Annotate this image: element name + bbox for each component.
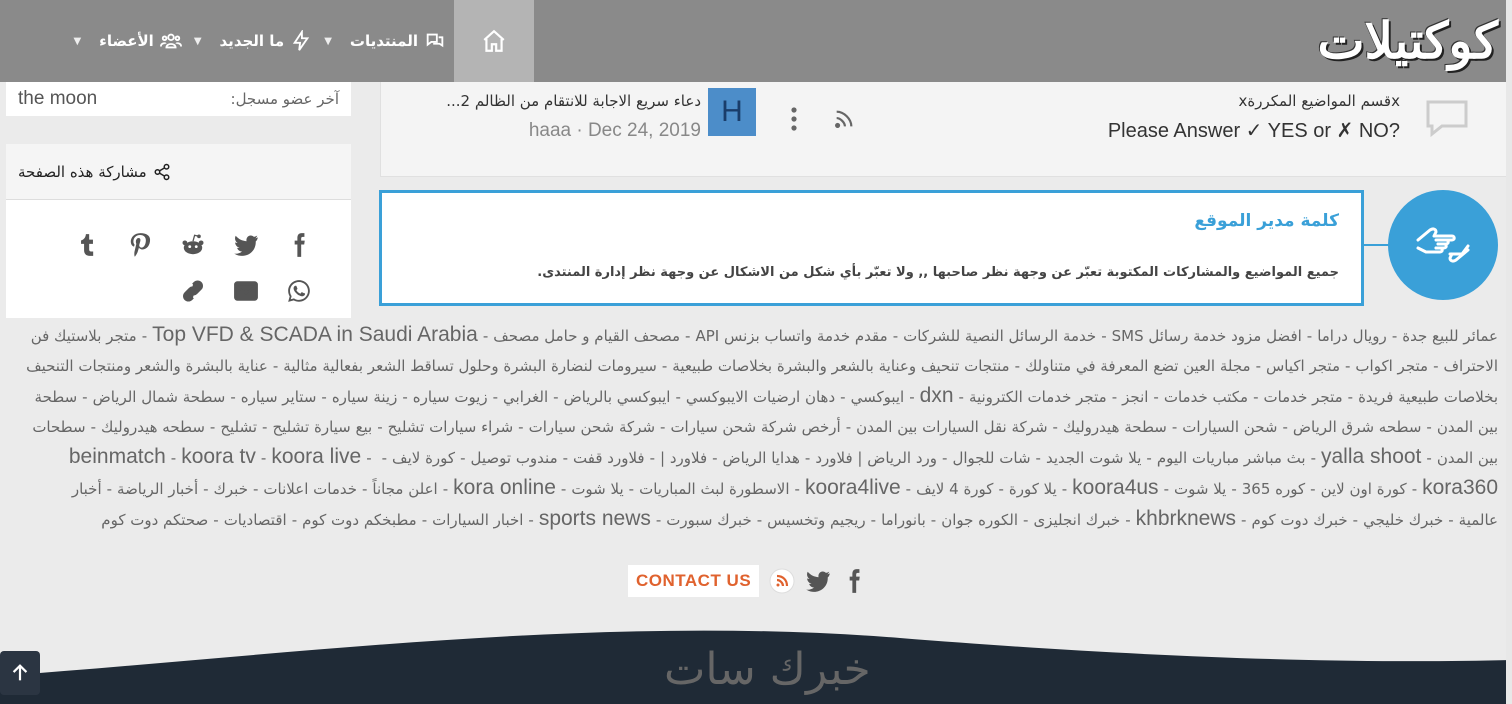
partner-links xyxy=(14,320,1498,535)
latest-member-box xyxy=(6,82,351,116)
partner-link[interactable]: فلاورد قفت xyxy=(573,449,645,467)
link-separator: - xyxy=(518,418,524,436)
speech-bubble-icon xyxy=(1424,98,1470,138)
link-separator: - xyxy=(794,480,800,498)
share-page-box xyxy=(6,144,351,318)
link-separator: - xyxy=(1253,388,1259,406)
nav-whats-new-label: ما الجديد xyxy=(219,32,285,50)
nav-members-label: الأعضاء xyxy=(99,32,154,50)
partner-link[interactable]: خبرك انجليزى xyxy=(1033,511,1121,529)
partner-link[interactable]: Top VFD & SCADA in Saudi Arabia xyxy=(152,323,478,346)
link-separator: - xyxy=(482,327,489,345)
link-separator: - xyxy=(366,449,372,467)
home-icon xyxy=(481,28,507,54)
link-separator: - xyxy=(272,357,279,375)
link-separator: - xyxy=(381,449,388,467)
partner-link[interactable]: رويال دراما xyxy=(1317,327,1387,345)
site-header xyxy=(0,0,1512,82)
link-separator: - xyxy=(528,511,534,529)
partner-link[interactable]: يلا شوت xyxy=(1173,480,1227,498)
chevron-down-icon[interactable]: ▼ xyxy=(324,35,332,47)
last-post xyxy=(411,92,701,142)
link-separator: - xyxy=(1171,418,1178,436)
partner-link[interactable]: منتجات تنحيف وعناية بالشعر والبشرة بخلاصات طبيعية xyxy=(672,357,1010,375)
partner-link[interactable]: الغرابي xyxy=(503,388,549,406)
link-separator: - xyxy=(804,449,811,467)
partner-link[interactable]: افضل مزود خدمة رسائل SMS xyxy=(1111,327,1302,345)
site-logo[interactable]: كوكتيلات xyxy=(1317,11,1498,70)
partner-link[interactable]: kora online xyxy=(453,476,556,499)
partner-link[interactable]: الكوره جوان xyxy=(941,511,1019,529)
partner-link[interactable]: خدمات اعلانات xyxy=(263,480,357,498)
partner-link[interactable]: اقتصاديات xyxy=(223,511,287,529)
partner-link[interactable]: مطبخكم دوت كوم xyxy=(302,511,417,529)
partner-link[interactable]: أخبار الرياضة xyxy=(117,480,199,498)
partner-link[interactable]: يلا شوت xyxy=(571,480,624,498)
partner-link[interactable]: كورة لايف xyxy=(392,449,456,467)
partner-link[interactable]: سطحه هيدروليك xyxy=(100,418,205,436)
partner-link[interactable]: مصحف القيام و حامل مصحف xyxy=(493,327,681,345)
tumblr-icon[interactable] xyxy=(60,222,113,268)
link-separator: - xyxy=(377,418,383,436)
link-separator: - xyxy=(291,511,298,529)
link-separator: - xyxy=(460,449,466,467)
partner-link[interactable]: ورد الرياض | فلاورد xyxy=(815,449,938,467)
admin-notice xyxy=(379,190,1364,306)
link-separator: - xyxy=(1146,449,1152,467)
link-separator: - xyxy=(649,449,656,467)
link-separator: - xyxy=(1352,511,1359,529)
partner-link[interactable]: سطحة هيدروليك xyxy=(1062,418,1167,436)
partner-link[interactable]: متجر بلاستيك فن الاحتراف xyxy=(30,327,1498,375)
link-separator: - xyxy=(712,449,718,467)
link-separator: - xyxy=(1282,418,1288,436)
link-separator: - xyxy=(1014,357,1020,375)
whatsapp-icon[interactable] xyxy=(272,268,325,314)
nav-forums[interactable] xyxy=(318,30,452,52)
partner-link[interactable]: سيرومات لنضارة البشرة وحلول تساقط الشعر بفعالية مثالية xyxy=(283,357,657,375)
link-separator: - xyxy=(213,511,219,529)
link-separator: - xyxy=(1433,357,1439,375)
partner-link[interactable]: زينة سياره xyxy=(331,388,398,406)
partner-link[interactable]: صحتكم دوت كوم xyxy=(101,511,209,529)
partner-link[interactable]: سطحه شرق الرياض xyxy=(1292,418,1422,436)
avatar[interactable]: H xyxy=(708,88,756,136)
partner-link[interactable]: koora4live xyxy=(804,476,901,499)
partner-link[interactable]: مجلة العين تضع المعرفة في متناولك xyxy=(1024,357,1251,375)
notice-title: كلمة مدير الموقع xyxy=(1194,211,1339,231)
link-separator: - xyxy=(90,418,96,436)
link-separator: - xyxy=(870,511,877,529)
partner-link[interactable]: بث مباشر مباريات اليوم xyxy=(1156,449,1306,467)
link-separator: - xyxy=(260,449,267,467)
partner-link[interactable]: ريجيم وتخسيس xyxy=(767,511,866,529)
partner-link[interactable]: sports news xyxy=(538,507,651,530)
scrollbar[interactable] xyxy=(1506,0,1512,704)
more-options-icon[interactable] xyxy=(789,106,799,132)
thread-title-line2[interactable]: Please Answer ✓ YES or ✗ NO? xyxy=(1107,120,1400,142)
partner-link[interactable]: عمائر للبيع جدة xyxy=(1402,327,1498,345)
nav-forums-label: المنتديات xyxy=(349,32,418,50)
partner-link[interactable]: سطحة بين المدن xyxy=(34,388,1498,436)
link-separator: - xyxy=(402,388,408,406)
partner-link[interactable]: شات للجوال xyxy=(952,449,1031,467)
link-separator: - xyxy=(362,480,368,498)
link-separator: - xyxy=(661,357,668,375)
partner-link[interactable]: khbrknews xyxy=(1135,507,1237,530)
partner-link[interactable]: متجر اكواب xyxy=(1355,357,1429,375)
chat-icon xyxy=(424,30,446,52)
link-separator: - xyxy=(840,388,846,406)
link-separator: - xyxy=(1153,388,1159,406)
link-separator: - xyxy=(1347,388,1354,406)
partner-link[interactable]: اعلن مجاناً xyxy=(372,480,438,498)
partner-link[interactable]: خدمة الرسائل النصية للشركات xyxy=(903,327,1097,345)
home-button[interactable] xyxy=(454,0,534,82)
link-separator: - xyxy=(1411,480,1418,498)
partner-link[interactable]: beinmatch xyxy=(68,445,166,468)
link-separator: - xyxy=(1310,449,1316,467)
arrow-up-icon xyxy=(9,662,31,684)
link-separator: - xyxy=(655,511,662,529)
link-separator: - xyxy=(905,480,912,498)
partner-link[interactable]: koora4us xyxy=(1072,476,1159,499)
link-separator: - xyxy=(1255,357,1261,375)
link-separator: - xyxy=(141,327,148,345)
footer-brand[interactable]: خبرك سات xyxy=(664,644,871,695)
link-separator: - xyxy=(1061,480,1068,498)
facebook-icon[interactable] xyxy=(272,222,325,268)
last-post-meta[interactable]: haaa · Dec 24, 2019 xyxy=(528,120,701,141)
thread-card xyxy=(380,82,1507,177)
link-separator: - xyxy=(82,388,88,406)
link-separator: - xyxy=(930,511,937,529)
link-separator: - xyxy=(442,480,449,498)
partner-link[interactable]: أرخص شركة شحن سيارات xyxy=(670,418,841,436)
main-nav xyxy=(67,0,452,82)
link-separator: - xyxy=(1426,418,1432,436)
link-separator: - xyxy=(958,388,964,406)
users-icon xyxy=(160,30,182,52)
link-separator: - xyxy=(1231,480,1237,498)
link-separator: - xyxy=(1448,511,1454,529)
partner-link[interactable]: خبرك خليجي xyxy=(1363,511,1444,529)
rss-icon[interactable] xyxy=(833,108,855,130)
nav-members[interactable] xyxy=(67,30,187,52)
link-separator: - xyxy=(1111,388,1118,406)
partner-link[interactable]: مكتب خدمات xyxy=(1163,388,1249,406)
share-header xyxy=(6,144,351,200)
partner-link[interactable]: مندوب توصيل xyxy=(470,449,558,467)
thread-title[interactable] xyxy=(1108,92,1400,143)
partner-link[interactable]: متجر اكياس xyxy=(1265,357,1340,375)
partner-link[interactable]: كورة اون لاين xyxy=(1320,480,1407,498)
link-separator: - xyxy=(262,418,268,436)
reddit-icon[interactable] xyxy=(166,222,219,268)
link-separator: - xyxy=(892,327,899,345)
footer-contact xyxy=(628,564,867,598)
partner-link[interactable]: مقدم خدمة واتساب بزنس API xyxy=(695,327,888,345)
twitter-icon[interactable] xyxy=(805,568,831,594)
partner-link[interactable]: شحن السيارات xyxy=(1182,418,1278,436)
email-icon[interactable] xyxy=(219,268,272,314)
link-separator: - xyxy=(230,388,236,406)
partner-link[interactable]: ستاير سياره xyxy=(240,388,317,406)
link-separator: - xyxy=(1023,511,1029,529)
partner-link[interactable]: بانوراما xyxy=(881,511,926,529)
link-separator: - xyxy=(942,449,948,467)
link-separator: - xyxy=(1241,511,1247,529)
partner-link[interactable]: متجر خدمات الكترونية xyxy=(968,388,1107,406)
link-separator: - xyxy=(492,388,499,406)
partner-link[interactable]: اخبار السيارات xyxy=(432,511,524,529)
partner-link[interactable]: عناية بالبشرة والشعر ومنتجات التنحيف بخلاصات طبيعية فريدة xyxy=(26,357,1498,406)
nav-whats-new[interactable] xyxy=(188,30,318,52)
link-separator: - xyxy=(209,418,216,436)
partner-link[interactable]: خبرك سبورت xyxy=(666,511,752,529)
twitter-icon[interactable] xyxy=(219,222,272,268)
pinterest-icon[interactable] xyxy=(113,222,166,268)
link-icon[interactable] xyxy=(166,268,219,314)
link-separator: - xyxy=(628,480,635,498)
partner-link[interactable]: كورة 4 لايف xyxy=(916,480,994,498)
partner-link[interactable]: kora360 xyxy=(1422,476,1498,499)
facebook-icon[interactable] xyxy=(841,568,867,594)
back-to-top-button[interactable] xyxy=(0,651,40,695)
link-separator: - xyxy=(909,388,915,406)
partner-link[interactable]: متجر خدمات xyxy=(1263,388,1343,406)
link-separator: - xyxy=(1391,327,1398,345)
partner-link[interactable]: سطحات بين المدن xyxy=(32,418,1498,467)
partner-link[interactable]: ايبوكسي xyxy=(850,388,905,406)
link-separator: - xyxy=(321,388,327,406)
partner-link[interactable]: يلا شوت الجديد xyxy=(1045,449,1142,467)
link-separator: - xyxy=(1345,357,1351,375)
thread-title-line1[interactable]: xقسم المواضيع المكررةx xyxy=(1238,92,1400,110)
link-separator: - xyxy=(675,388,681,406)
link-separator: - xyxy=(106,480,113,498)
link-separator: - xyxy=(1306,327,1313,345)
chevron-down-icon[interactable]: ▼ xyxy=(73,35,82,47)
last-post-title[interactable]: دعاء سريع الاجابة للانتقام من الظالم 2... xyxy=(446,92,701,110)
sign-language-icon xyxy=(1412,220,1474,270)
partner-link[interactable]: تشليح xyxy=(220,418,258,436)
partner-link[interactable]: ايبوكسي بالرياض xyxy=(563,388,671,406)
latest-member-link[interactable]: the moon xyxy=(18,88,98,109)
share-title: مشاركة هذه الصفحة xyxy=(18,162,147,181)
link-separator: - xyxy=(560,480,567,498)
partner-link[interactable]: dxn xyxy=(919,384,954,407)
link-separator: - xyxy=(562,449,569,467)
partner-link[interactable]: كوره 365 xyxy=(1241,480,1306,498)
partner-link[interactable]: دهان ارضيات الايبوكسي xyxy=(685,388,836,406)
link-separator: - xyxy=(170,449,177,467)
notice-badge xyxy=(1388,190,1498,300)
link-separator: - xyxy=(1125,511,1131,529)
link-separator: - xyxy=(1052,418,1058,436)
partner-link[interactable]: انجز xyxy=(1122,388,1149,406)
partner-link[interactable]: شركة نقل السيارات بين المدن xyxy=(856,418,1048,436)
link-separator: - xyxy=(1163,480,1169,498)
link-separator: - xyxy=(756,511,763,529)
link-separator: - xyxy=(845,418,852,436)
partner-link[interactable]: أخبار عالمية xyxy=(71,480,1498,529)
bolt-icon xyxy=(290,30,312,52)
partner-link[interactable]: koora live xyxy=(271,445,362,468)
link-separator: - xyxy=(203,480,209,498)
share-icon xyxy=(153,163,171,181)
partner-link[interactable]: فلاورد | xyxy=(660,449,708,467)
link-separator: - xyxy=(421,511,428,529)
link-separator: - xyxy=(553,388,559,406)
link-separator: - xyxy=(1310,480,1316,498)
link-separator: - xyxy=(998,480,1004,498)
link-separator: - xyxy=(685,327,691,345)
link-separator: - xyxy=(1101,327,1107,345)
partner-link[interactable]: هدايا الرياض xyxy=(722,449,800,467)
partner-link[interactable]: الاسطورة لبث المباريات xyxy=(639,480,790,498)
link-separator: - xyxy=(660,418,666,436)
partner-link[interactable]: يلا كورة xyxy=(1008,480,1057,498)
partner-link[interactable]: سطحة شمال الرياض xyxy=(92,388,226,406)
notice-text: جميع المواضيع والمشاركات المكتوبة تعبّر عن وجهة نظر صاحبها ,, ولا تعبّر بأي شكل من الاشكال عن وجهة نظر إدارة المنتدى. xyxy=(537,265,1339,280)
link-separator: - xyxy=(1035,449,1041,467)
partner-link[interactable]: بيع سيارة تشليح xyxy=(272,418,373,436)
partner-link[interactable]: yalla shoot xyxy=(1320,445,1422,468)
partner-link[interactable]: شراء سيارات تشليح xyxy=(387,418,514,436)
partner-link[interactable]: شركة شحن سيارات xyxy=(528,418,656,436)
link-separator: - xyxy=(1426,449,1432,467)
partner-link[interactable]: زيوت سياره xyxy=(412,388,488,406)
partner-link[interactable]: خبرك دوت كوم xyxy=(1251,511,1348,529)
chevron-down-icon[interactable]: ▼ xyxy=(193,35,202,47)
link-separator: - xyxy=(253,480,259,498)
rss-icon[interactable] xyxy=(769,568,795,594)
partner-link[interactable]: خبرك xyxy=(213,480,248,498)
share-icons xyxy=(6,200,351,314)
latest-member-label: آخر عضو مسجل: xyxy=(230,90,339,108)
partner-link[interactable]: koora tv xyxy=(181,445,256,468)
contact-us-button[interactable]: CONTACT US xyxy=(628,565,759,597)
